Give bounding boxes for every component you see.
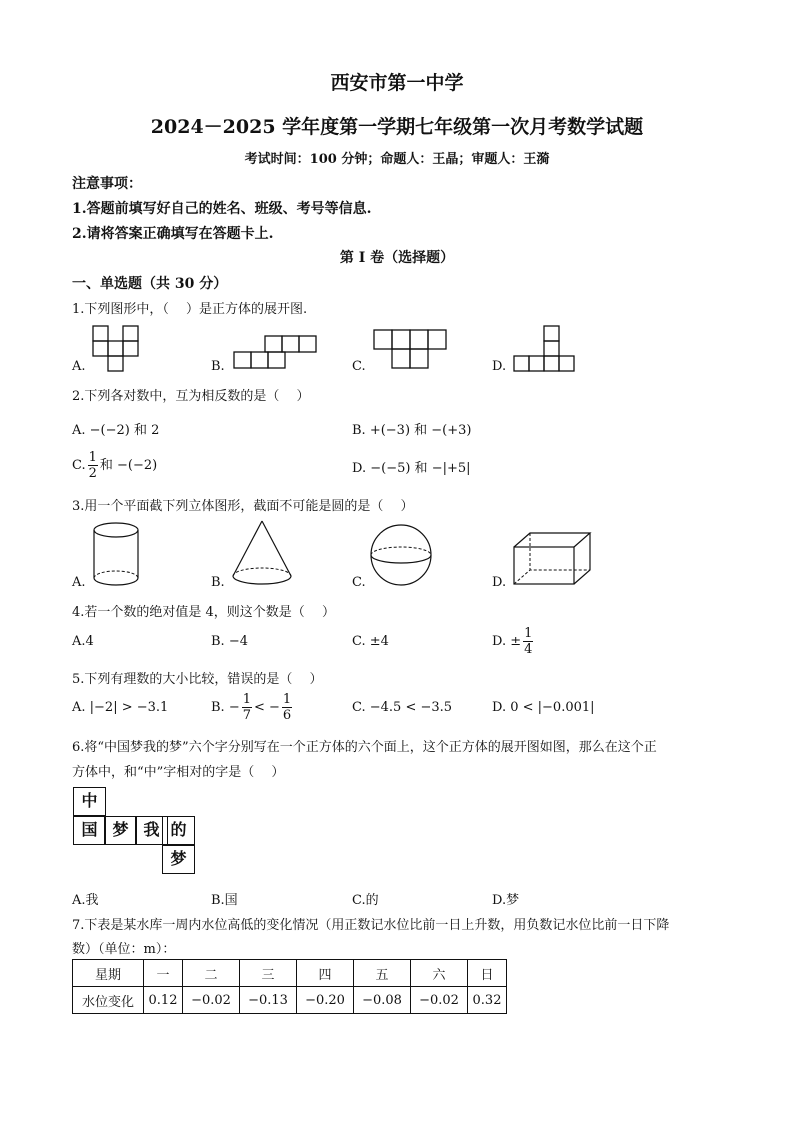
denominator: 6 (282, 708, 292, 723)
q1-net-d (512, 324, 578, 374)
table-row (73, 987, 507, 1014)
q5-option-b-prefix: B. − (211, 700, 240, 715)
table-row (73, 960, 507, 987)
q4-option-d (492, 626, 535, 657)
net-cell: 梦 (162, 845, 195, 874)
cone-figure (228, 518, 296, 590)
q1-option-d-label: D. (492, 359, 507, 374)
question-7-stem-line-1: 7.下表是某水库一周内水位高低的变化情况（用正数记水位比前一日上升数，用负数记水位比前一日下降 (72, 918, 670, 933)
table-cell: 一 (144, 960, 183, 987)
school-name: 西安市第一中学 (330, 72, 464, 94)
table-cell: 0.32 (468, 987, 507, 1014)
cuboid-figure (510, 530, 592, 588)
table-cell: 日 (468, 960, 507, 987)
question-7-stem-line-2: 数）（单位：m）： (72, 942, 176, 957)
q5-option-a: A. |−2| > −3.1 (72, 700, 169, 715)
q2-option-c (72, 450, 157, 481)
table-row-label: 水位变化 (73, 987, 144, 1014)
denominator: 2 (88, 466, 97, 481)
fraction (242, 692, 252, 723)
q6-option-b: B.国 (211, 893, 238, 908)
q5-option-b-middle: < − (254, 700, 280, 715)
q3-option-a-label: A. (72, 575, 86, 590)
water-level-table (72, 959, 507, 1014)
sphere-figure (368, 522, 434, 588)
question-6-stem-line-2: 方体中，和“中”字相对的字是（ ） (72, 765, 285, 780)
exam-meta: 考试时间：100 分钟；命题人：王晶；审题人：王漪 (244, 152, 550, 167)
numerator: 1 (282, 692, 292, 707)
q1-option-c-label: C. (352, 359, 366, 374)
net-cell: 我 (135, 816, 168, 845)
table-cell: 二 (183, 960, 240, 987)
q4-option-d-prefix: D. ± (492, 634, 522, 649)
table-cell: 0.12 (144, 987, 183, 1014)
part-title: 一、单选题（共 30 分） (72, 276, 228, 292)
question-6-stem-line-1: 6.将“中国梦我的梦”六个字分别写在一个正方体的六个面上，这个正方体的展开图如图，那么在这个正 (72, 740, 657, 755)
fraction (523, 626, 533, 657)
q1-option-a-label: A. (72, 359, 86, 374)
table-cell: −0.08 (354, 987, 411, 1014)
q2-option-c-suffix: 和 −(−2) (99, 458, 158, 473)
q3-option-d-label: D. (492, 575, 507, 590)
table-cell: 三 (240, 960, 297, 987)
table-cell: 五 (354, 960, 411, 987)
denominator: 7 (242, 708, 251, 723)
table-cell: 六 (411, 960, 468, 987)
q2-option-a: A. −(−2) 和 2 (72, 423, 160, 438)
q5-option-c: C. −4.5 < −3.5 (352, 700, 453, 715)
volume-title: 第 I 卷（选择题） (339, 250, 455, 266)
table-row-label: 星期 (73, 960, 144, 987)
notes-heading: 注意事项： (72, 176, 142, 192)
fraction (88, 450, 98, 481)
q5-option-d: D. 0 < |−0.001| (492, 700, 595, 715)
q4-option-b: B. −4 (211, 634, 248, 649)
numerator: 1 (88, 450, 97, 465)
table-cell: −0.13 (240, 987, 297, 1014)
q1-net-c (372, 328, 452, 374)
q2-option-b: B. +(−3) 和 −(+3) (352, 423, 472, 438)
q6-option-c: C.的 (352, 893, 379, 908)
question-5-stem: 5.下列有理数的大小比较，错误的是（ ） (72, 672, 323, 687)
net-cell: 的 (162, 816, 195, 845)
question-3-stem: 3.用一个平面截下列立体图形，截面不可能是圆的是（ ） (72, 499, 414, 514)
q5-option-b (211, 692, 294, 723)
note-item: 2.请将答案正确填写在答题卡上. (72, 226, 274, 242)
note-item: 1.答题前填写好自己的姓名、班级、考号等信息. (72, 201, 372, 217)
q6-option-d: D.梦 (492, 893, 520, 908)
table-cell: −0.20 (297, 987, 354, 1014)
q4-option-c: C. ±4 (352, 634, 389, 649)
net-cell: 梦 (104, 816, 137, 845)
table-cell: 四 (297, 960, 354, 987)
question-1-stem: 1.下列图形中，（ ）是正方体的展开图. (72, 302, 308, 317)
q4-option-a: A.4 (72, 634, 94, 649)
numerator: 1 (242, 692, 251, 707)
question-2-stem: 2.下列各对数中，互为相反数的是（ ） (72, 389, 310, 404)
q3-option-c-label: C. (352, 575, 366, 590)
q1-net-a (90, 324, 150, 374)
cylinder-figure (88, 520, 144, 590)
q1-net-b (232, 334, 322, 374)
table-cell: −0.02 (411, 987, 468, 1014)
q1-option-b-label: B. (211, 359, 225, 374)
net-cell: 国 (73, 816, 106, 845)
table-cell: −0.02 (183, 987, 240, 1014)
question-4-stem: 4.若一个数的绝对值是 4，则这个数是（ ） (72, 605, 335, 620)
fraction (282, 692, 292, 723)
exam-title: 2024－2025 学年度第一学期七年级第一次月考数学试题 (150, 116, 644, 138)
q3-option-b-label: B. (211, 575, 225, 590)
denominator: 4 (524, 642, 533, 657)
q6-option-a: A.我 (72, 893, 99, 908)
net-cell: 中 (73, 787, 106, 816)
q2-option-c-prefix: C. (72, 458, 86, 473)
numerator: 1 (524, 626, 533, 641)
q2-option-d: D. −(−5) 和 −|+5| (352, 461, 471, 476)
